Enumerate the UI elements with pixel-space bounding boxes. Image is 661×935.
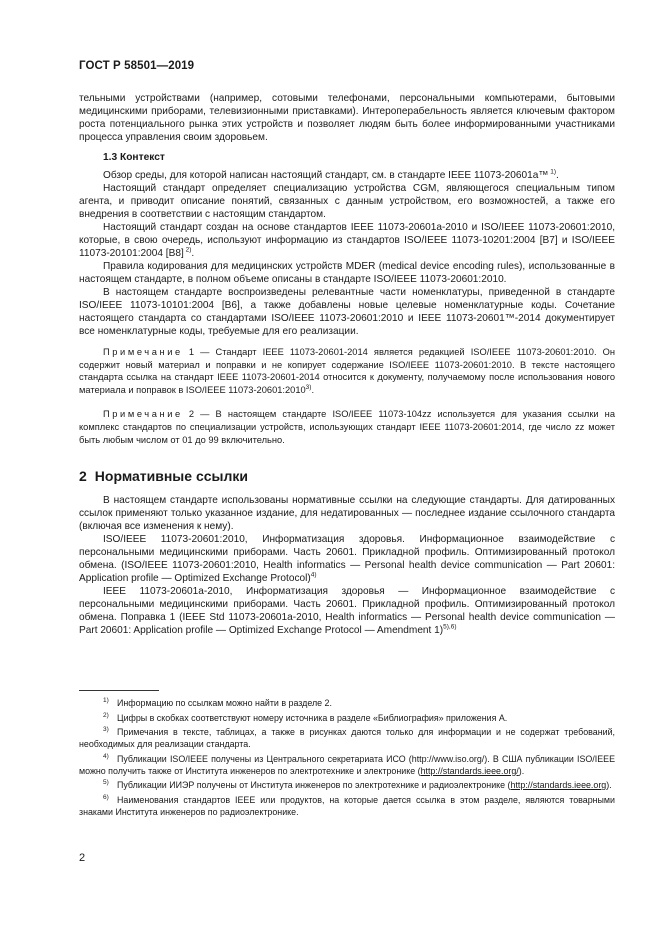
section-2-heading bbox=[79, 468, 615, 484]
footnote-3: $^{3)}$ Примечания в тексте, таблицах, а также в рисунках даются только для информации и не содержат требований, необходимых для реализации стандарта. bbox=[79, 726, 615, 749]
note-2: Примечание 2 — В настоящем стандарте ISO/IEEE 11073-104zz используется для указания ссылки на комплекс стандартов по специализации устройств, использующих стандарт IEEE 11073-20601:2014, где число zz может быть любым числом от 01 до 99 включительно. bbox=[79, 409, 615, 445]
footnote-4: $^{4)}$ Публикации ISO/IEEE получены из Центрального секретариата ИСО (http://www.iso.org/). В США публикации ISO/IEEE можно получить также от Института инженеров по электротехнике и электронике (http://standards.ieee.org/). bbox=[79, 752, 615, 776]
standards-link[interactable]: http://standards.ieee.org/ bbox=[420, 765, 519, 776]
footnote-ref: 3) bbox=[305, 383, 312, 391]
context-paragraph-3: Настоящий стандарт создан на основе стандартов IEEE 11073-20601a-2010 и ISO/IEEE 11073-20601:2010, которые, в свою очередь, используют информацию из стандартов ISO/IEEE 11073-10201:2004 [B7] и ISO/IEEE 11073-20101:2004 [B8] $^{2)}$. bbox=[79, 222, 615, 259]
references-paragraph-3: IEEE 11073-20601a-2010, Информатизация здоровья — Информационное взаимодействие с персональными медицинскими приборами. Часть 20601. Прикладной профиль. Оптимизированный протокол обмена. Поправка 1 (IEEE Std 11073-20601a-2010, Health informatics — Personal health device communication — Part 20601: Application profile — Optimized Exchange Protocol — Amendment 1)$^{5),6)}$ bbox=[79, 586, 615, 637]
footnote-5: $^{5)}$ Публикации ИИЭР получены от Института инженеров по электротехнике и радиоэлектронике (http://standards.ieee.org). bbox=[103, 779, 612, 790]
footnote-6: $^{6)}$ Наименования стандартов IEEE или продуктов, на которые дается ссылка в этом разделе, являются товарными знаками Института инженеров по радиоэлектронике. bbox=[79, 793, 615, 817]
note-1: Примечание 1 — Стандарт IEEE 11073-20601-2014 является редакцией ISO/IEEE 11073-20601:2010. Он содержит новый материал и поправки и не копирует содержание ISO/IEEE 11073-20601:2010. В тексте настоящего стандарта ссылка на стандарт IEEE 11073-20601-2014 относится к документу, получаемому после использования нового материала и поправок в ISO/IEEE 11073-20601:2010$^{3)}$. bbox=[79, 347, 616, 395]
footnote-ref: 4) bbox=[310, 571, 317, 579]
intro-paragraph: тельными устройствами (например, сотовыми телефонами, персональными компьютерами, бытовыми медицинскими приборами, телевизионными приставками). Интероперабельность является ключевым фактором роста потенциального рынка этих устройств и позволяет людям быть более информированными участниками процесса управления своим здоровьем. bbox=[79, 93, 615, 143]
footnote-ref: 5),6) bbox=[443, 623, 457, 631]
footnote-separator bbox=[79, 690, 159, 691]
context-paragraph-1: Обзор среды, для которой написан настоящий стандарт, см. в стандарте IEEE 11073-20601a™ $^{1)}$. bbox=[103, 168, 559, 181]
page-number: 2 bbox=[79, 852, 86, 864]
footnote-1: $^{1)}$ Информацию по ссылкам можно найти в разделе 2. bbox=[103, 697, 332, 708]
note-label: Примечание bbox=[103, 409, 183, 420]
references-paragraph-1: В настоящем стандарте использованы нормативные ссылки на следующие стандарты. Для датированных ссылок применяют только указанное издание, для недатированных — последнее издание ссылочного стандарта (включая все изменения к нему). bbox=[79, 495, 615, 533]
context-paragraph-2: Настоящий стандарт определяет специализацию устройства CGM, являющегося специальным типом агента, и приводит описание понятий, связанных с данным устройством, его возможностей, а также его внедрения в соответствии с настоящим стандартом. bbox=[79, 183, 615, 220]
document-header: ГОСТ Р 58501—2019 bbox=[79, 60, 195, 72]
context-paragraph-5: В настоящем стандарте воспроизведены релевантные части номенклатуры, приведенной в стандарте ISO/IEEE 11073-10101:2004 [B6], а также добавлены новые целевые номенклатурные коды. Сочетание настоящего стандарта со стандартами ISO/IEEE 11073-20601:2010 и IEEE 11073-20601™-2014 документирует все номенклатурные коды, требуемые для его реализации. bbox=[79, 287, 615, 337]
footnote-ref: 2) bbox=[183, 246, 192, 254]
context-paragraph-4: Правила кодирования для медицинских устройств MDER (medical device encoding rules), использованные в настоящем стандарте, в полном объеме описаны в стандарте ISO/IEEE 11073-20601:2010. bbox=[79, 261, 615, 285]
footnote-2: $^{2)}$ Цифры в скобках соответствуют номеру источника в разделе «Библиография» приложения А. bbox=[103, 711, 508, 723]
section-number: 2 bbox=[79, 468, 87, 485]
section-title: Нормативные ссылки bbox=[94, 468, 248, 485]
references-paragraph-2: ISO/IEEE 11073-20601:2010, Информатизация здоровья. Информационное взаимодействие с персональными медицинскими приборами. Часть 20601. Прикладной профиль. Оптимизированный протокол обмена. (ISO/IEEE 11073-20601:2010, Health informatics — Personal health device communication — Part 20601: Application profile — Optimized Exchange Protocol)$^{4)}$ bbox=[79, 534, 615, 585]
footnotes bbox=[79, 697, 615, 820]
section-1-3-heading: 1.3 Контекст bbox=[103, 152, 165, 163]
main-content bbox=[79, 92, 615, 637]
footnote-ref: 1) bbox=[548, 168, 557, 176]
standards-link[interactable]: http://standards.ieee.org bbox=[510, 780, 607, 790]
note-label: Примечание bbox=[103, 347, 183, 357]
